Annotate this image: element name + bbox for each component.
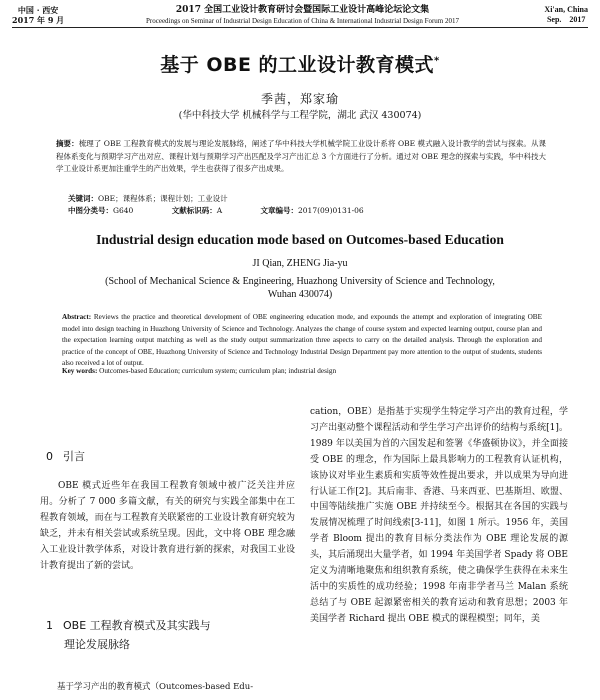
abstract-cn-text: 梳理了 OBE 工程教育模式的发展与理论发展脉络，阐述了华中科技大学机械学院工业设计系将 OBE 模式融入设计教学的尝试与探索。从课程体系变化与预期学习产出对应、课程计划与预期学习产出匹配及学习产出汇总 3 个方面进行了分析。通过对 OBE 理念的探索与实践，华中科技大学工业设计系更加注重学生的产出效果，学生也获得了很多产出成果。 bbox=[56, 139, 546, 173]
article-id-label: 文章编号： bbox=[260, 206, 299, 215]
clc-value: G640 bbox=[113, 206, 134, 215]
paper-title-cn bbox=[0, 50, 600, 77]
section-number: 1 bbox=[46, 619, 53, 632]
keywords-cn-label: 关键词： bbox=[68, 194, 98, 203]
article-id-value: 2017(09)0131-06 bbox=[298, 206, 364, 215]
header-proceedings-en: Proceedings on Seminar of Industrial Design Education of China & International Industrial Design Forum 2017 bbox=[146, 17, 459, 25]
section-title-line2: 理论发展脉络 bbox=[64, 638, 130, 651]
intro-paragraph: OBE 模式近些年在我国工程教育领域中被广泛关注并应用。分析了 7 000 多篇文献，有关的研究与实践全部集中在工程教育领域，而在与工程教育关联紧密的工业设计教育研究较为缺乏，并未有相关尝试或系统呈现。因此，文中将 OBE 理念融入工业设计教学体系，对设计教育进行新的探索，对我国工业设计教育提出了新的尝试。 bbox=[40, 481, 295, 571]
classification-line bbox=[68, 205, 548, 216]
authors-cn: 季茜，郑家瑜 bbox=[260, 92, 339, 106]
title-footnote-mark: * bbox=[434, 55, 440, 67]
right-column-body: cation，OBE）是指基于实现学生特定学习产出的教育过程，学习产出驱动整个课程活动和学生学习产出评价的结构与系统[1]。1989 年以美国为首的六国发起和签署《华盛顿协议》，并全面接受 OBE 的理念，作为国际上最具影响力的工程教育认证机构，该协议对毕业生素质和实质等效性提出要求，并以成果为导向进行认证工作[2]。其后南非、香港、马来西亚、巴基斯坦、欧盟、中国等陆续推广实施 OBE 并持续至今。根据其在各国的实践与发展情况梳理了时间线索[3-11]，如图 1 所示。1956 年，美国学者 Bloom 提出的教育目标分类法作为 OBE 理论发展的源头，其后涌现出大量学者，如 1994 年美国学者 Spady 将 OBE 定义为清晰地聚焦和组织教育系统，使之确保学生获得在未来生活中的实质性的成功经验；1998 年南非学者马兰 Malan 系统总结了与 OBE 起源紧密相关的教育运动和教育思想；2003 年美国学者 Richard 提出 OBE 模式的课程模型；同年，美 bbox=[310, 407, 568, 624]
doc-value: A bbox=[216, 206, 223, 215]
section-number: 0 bbox=[46, 450, 53, 463]
header-date-en: Sep. 2017 bbox=[546, 15, 586, 24]
header-location-en: Xi'an, China bbox=[544, 5, 588, 14]
abstract-en-text: Reviews the practice and theoretical development of OBE engineering education mode, and expounds the attempt and exploration of integrating OBE model into design teaching in Huazhong University of Science and Technology. Analyzes the change of course system and expected learning output, course plan and the expectation learning output matching as well as the study output summarization three aspects to carry on the detailed analysis. Through the exploration and practice of the concept of OBE, Huazhong University of Science and Technology Industrial Design Department pay more attention to the output of students, students also received a lot of output. bbox=[62, 313, 542, 367]
obe-paragraph-start: 基于学习产出的教育模式（Outcomes-based Edu- bbox=[57, 682, 254, 692]
keywords-en-text: Outcomes-based Education; curriculum system; curriculum plan; industrial design bbox=[97, 367, 337, 375]
clc-label: 中图分类号： bbox=[68, 206, 113, 215]
paper-title-cn-text: 基于 OBE 的工业设计教育模式 bbox=[160, 54, 435, 76]
doc-code bbox=[172, 206, 240, 215]
section-heading-intro bbox=[46, 448, 85, 464]
header-location-date-en bbox=[544, 5, 588, 25]
paper-title-en: Industrial design education mode based on Outcomes-based Education bbox=[96, 232, 504, 247]
abstract-cn bbox=[56, 138, 546, 176]
keywords-cn bbox=[68, 193, 548, 204]
header-rule bbox=[12, 27, 588, 28]
section-title-line1: OBE 工程教育模式及其实践与 bbox=[63, 619, 211, 632]
header-location-date bbox=[12, 5, 64, 25]
keywords-cn-text: OBE；课程体系；课程计划；工业设计 bbox=[98, 194, 228, 203]
running-header bbox=[12, 5, 588, 27]
abstract-en-label: Abstract: bbox=[62, 313, 92, 321]
abstract-cn-label: 摘要： bbox=[56, 139, 79, 148]
keywords-en-label: Key words: bbox=[62, 367, 98, 375]
header-proceedings-cn: 2017 全国工业设计教育研讨会暨国际工业设计高峰论坛论文集 bbox=[175, 5, 430, 15]
header-proceedings bbox=[72, 5, 533, 26]
section-title: 引言 bbox=[63, 450, 85, 463]
header-date: 2017 年 9 月 bbox=[12, 15, 65, 25]
header-location: 中国 · 西安 bbox=[17, 5, 59, 15]
doc-label: 文献标识码： bbox=[171, 206, 217, 215]
affiliation-en: (School of Mechanical Science & Engineering, Huazhong University of Science and Technology, Wuhan 430074) bbox=[105, 276, 495, 300]
affiliation-cn: (华中科技大学 机械科学与工程学院，湖北 武汉 430074) bbox=[178, 110, 422, 121]
abstract-en bbox=[62, 312, 542, 370]
authors-en: JI Qian, ZHENG Jia-yu bbox=[252, 258, 348, 269]
article-id bbox=[261, 206, 382, 215]
keywords-en bbox=[62, 366, 542, 377]
section-heading-obe bbox=[46, 616, 296, 654]
section-heading-line1 bbox=[46, 616, 296, 635]
clc-number bbox=[68, 206, 151, 215]
